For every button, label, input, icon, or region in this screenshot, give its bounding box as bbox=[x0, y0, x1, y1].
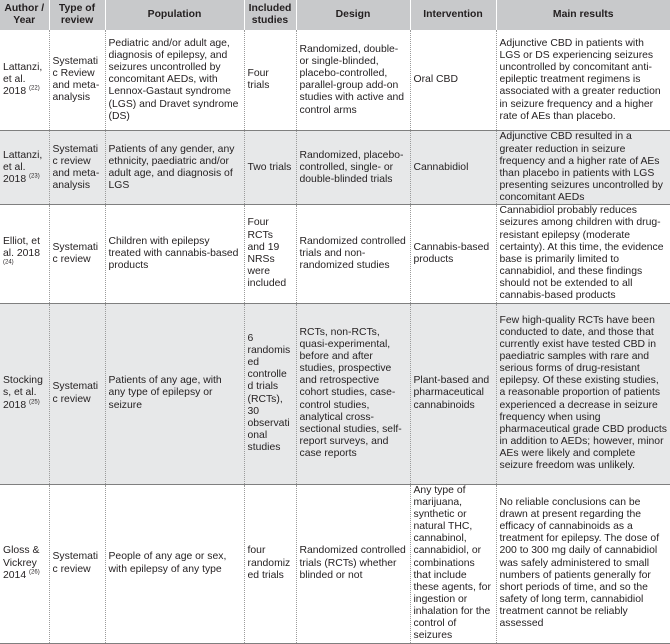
included-cell: Four trials bbox=[244, 30, 296, 131]
intervention-cell: Cannabidiol bbox=[410, 131, 496, 205]
author-cell: Lattanzi, et al. 2018 $^{(22)}$ bbox=[3, 62, 43, 98]
population-cell: Pediatric and/or adult age, diagnosis of epilepsy, and seizures uncontrolled by concomitant AEDs, with Lennox-Gastaut syndrome (LGS) and Dravet syndrome (DS) bbox=[105, 30, 244, 131]
population-cell: Patients of any age, with any type of epilepsy or seizure bbox=[105, 303, 244, 484]
intervention-cell: Cannabis-based products bbox=[410, 205, 496, 303]
header-population: Population bbox=[105, 0, 244, 30]
header-row bbox=[0, 0, 670, 30]
intervention-cell: Oral CBD bbox=[410, 30, 496, 131]
table-row bbox=[0, 30, 670, 131]
header-type: Type of review bbox=[49, 0, 105, 30]
header-author: Author / Year bbox=[0, 0, 49, 30]
reference-number: (22) bbox=[29, 85, 40, 92]
results-cell: Cannabidiol probably reduces seizures among children with drug-resistant epilepsy (moderate certainty). At this time, the evidence base is primarily limited to cannabidiol, and these findings should not be extended to all cannabis-based products bbox=[496, 205, 670, 303]
type-cell: Systematic review bbox=[49, 303, 105, 484]
type-cell: Systematic Review and meta-analysis bbox=[49, 30, 105, 131]
reference-number: (25) bbox=[29, 399, 40, 406]
header-results: Main results bbox=[496, 0, 670, 30]
table-row bbox=[0, 131, 670, 205]
intervention-cell: Plant-based and pharmaceutical cannabinoids bbox=[410, 303, 496, 484]
results-cell: No reliable conclusions can be drawn at present regarding the efficacy of cannabinoids as a treatment for epilepsy. The dose of 200 to 300 mg daily of cannabidiol was safely administered to small numbers of patients generally for short periods of time, and so the safety of long term, cannabidiol treatment cannot be reliably assessed bbox=[496, 484, 670, 643]
population-cell: Patients of any gender, any ethnicity, paediatric and/or adult age, and diagnosis of LGS bbox=[105, 131, 244, 205]
design-cell: Randomized controlled trials and non-randomized studies bbox=[296, 205, 410, 303]
author-cell: Elliot, et al. 2018 $^{(24)}$ bbox=[3, 235, 40, 266]
design-cell: Randomized, double- or single-blinded, placebo-controlled, parallel-group add-on studies with active and control arms bbox=[296, 30, 410, 131]
reference-number: (26) bbox=[29, 569, 40, 576]
included-cell: four randomized trials bbox=[244, 484, 296, 643]
reference-number: (23) bbox=[29, 173, 40, 180]
type-cell: Systematic review bbox=[49, 484, 105, 643]
results-cell: Few high-quality RCTs have been conducted to date, and those that currently exist have tested CBD in paediatric samples with rare and serious forms of drug-resistant epilepsy. Of these existing studies, a reasonable proportion of patients experienced a decrease in seizure frequency when using pharmaceutical grade CBD products in addition to AEDs; however, minor AEs were likely and complete seizure freedom was unlikely. bbox=[496, 303, 670, 484]
header-design: Design bbox=[296, 0, 410, 30]
header-intervention: Intervention bbox=[410, 0, 496, 30]
results-cell: Adjunctive CBD resulted in a greater reduction in seizure frequency and a higher rate of AEs than placebo in patients with LGS presenting seizures uncontrolled by concomitant AEDs bbox=[496, 131, 670, 205]
type-cell: Systematic review bbox=[49, 205, 105, 303]
table-row bbox=[0, 205, 670, 303]
intervention-cell: Any type of marijuana, synthetic or natural THC, cannabinol, cannabidiol, or combinations that include these agents, for ingestion or inhalation for the control of seizures bbox=[410, 484, 496, 643]
header-included: Included studies bbox=[244, 0, 296, 30]
design-cell: RCTs, non-RCTs, quasi-experimental, before and after studies, prospective and retrospective cohort studies, case-control studies, analytical cross-sectional studies, self-report surveys, and case reports bbox=[296, 303, 410, 484]
author-cell: Lattanzi, et al. 2018 $^{(23)}$ bbox=[0, 131, 49, 205]
author-cell: Gloss & Vickrey 2014 $^{(26)}$ bbox=[3, 545, 40, 581]
results-cell: Adjunctive CBD in patients with LGS or DS experiencing seizures uncontrolled by concomitant anti-epileptic treatment regimens is associated with a greater reduction in seizure frequency and a higher rate of AEs than placebo. bbox=[496, 30, 670, 131]
reference-number: (24) bbox=[3, 259, 14, 266]
table-row bbox=[0, 303, 670, 484]
design-cell: Randomized controlled trials (RCTs) whether blinded or not bbox=[296, 484, 410, 643]
included-cell: Two trials bbox=[244, 131, 296, 205]
population-cell: Children with epilepsy treated with cannabis-based products bbox=[105, 205, 244, 303]
included-cell: 6 randomised controlled trials (RCTs), 30 observational studies bbox=[244, 303, 296, 484]
population-cell: People of any age or sex, with epilepsy of any type bbox=[105, 484, 244, 643]
included-cell: Four RCTs and 19 NRSs were included bbox=[244, 205, 296, 303]
table-row bbox=[0, 484, 670, 643]
author-cell: Stockings, et al. 2018 $^{(25)}$ bbox=[0, 303, 49, 484]
design-cell: Randomized, placebo-controlled, single- or double-blinded trials bbox=[296, 131, 410, 205]
type-cell: Systematic review and meta-analysis bbox=[49, 131, 105, 205]
